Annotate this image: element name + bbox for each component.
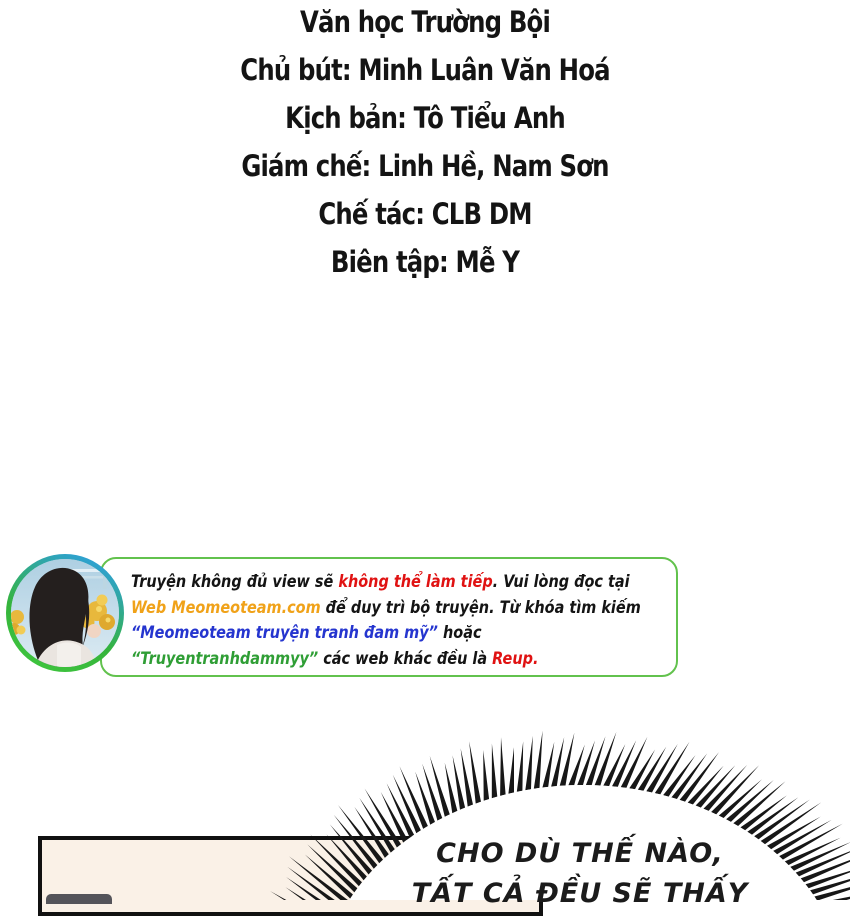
- notice-text-segment: hoặc: [437, 623, 482, 643]
- notice-text-segment: Reup.: [492, 648, 539, 669]
- credits-line: Kịch bản: Tô Tiểu Anh: [285, 101, 565, 135]
- speech-bubble-text: TẤT CẢ ĐỀU SẼ THẤY: [411, 878, 749, 909]
- notice-text-segment: để duy trì bộ truyện. Từ khóa tìm kiếm: [320, 597, 641, 618]
- notice-text-segment: Truyện không đủ view sẽ: [131, 572, 339, 592]
- credits-line: Văn học Trường Bội: [300, 5, 550, 39]
- notice-text-segment: không thể làm tiếp: [338, 572, 493, 592]
- credits-line: Giám chế: Linh Hề, Nam Sơn: [241, 149, 609, 183]
- credits-line: Biên tập: Mễ Y: [330, 245, 520, 279]
- notice-text-segment: các web khác đều là: [318, 648, 493, 669]
- notice-text-segment: “Meomeoteam truyện tranh đam mỹ”: [131, 623, 438, 643]
- notice-text-segment: . Vui lòng đọc tại: [492, 572, 630, 592]
- speech-bubble-text: CHO DÙ THẾ NÀO,: [436, 838, 724, 869]
- credits-line: Chủ bút: Minh Luân Văn Hoá: [240, 53, 610, 87]
- notice-text-segment: Web Meomeoteam.com: [131, 597, 321, 618]
- credits-line: Chế tác: CLB DM: [318, 197, 532, 231]
- notice-text-segment: “Truyentranhdammyy”: [131, 648, 319, 669]
